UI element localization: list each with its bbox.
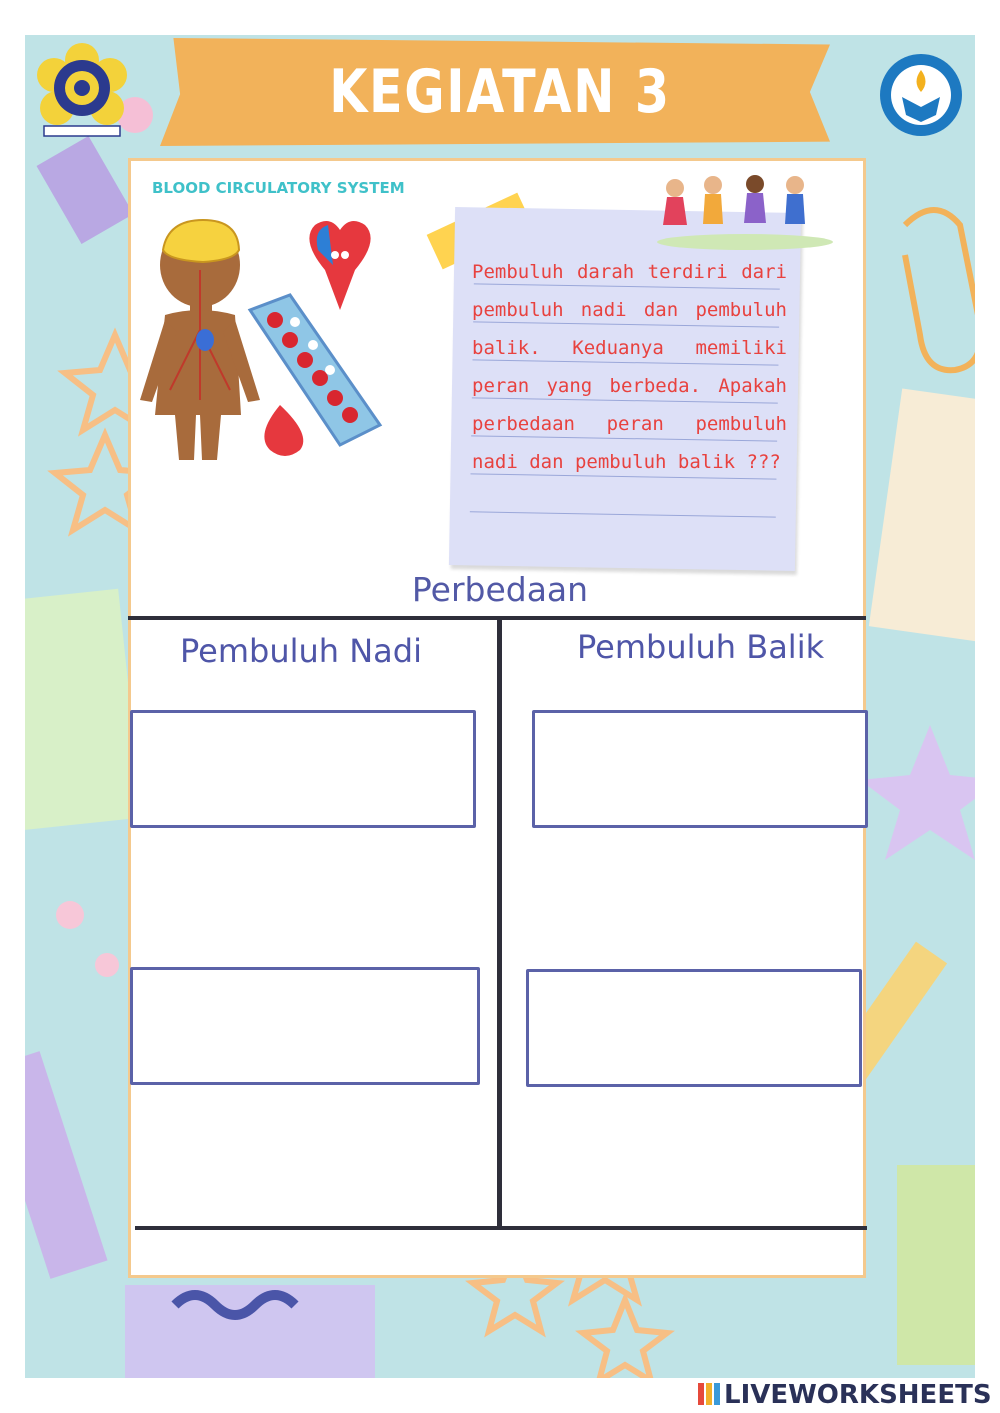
answer-box-nadi-2[interactable] bbox=[130, 967, 480, 1085]
page-title: KEGIATAN 3 bbox=[329, 57, 671, 127]
heart-icon bbox=[309, 221, 370, 310]
table-center-divider bbox=[497, 620, 502, 1230]
footer-brand: LIVEWORKSHEETS bbox=[724, 1380, 992, 1410]
column-heading-nadi: Pembuluh Nadi bbox=[180, 632, 422, 670]
answer-box-balik-1[interactable] bbox=[532, 710, 868, 828]
column-heading-balik: Pembuluh Balik bbox=[577, 628, 825, 666]
brain-icon bbox=[163, 220, 239, 262]
note-text: Pembuluh darah terdiri dari pembuluh nadi dan pembuluh balik. Keduanya memiliki peran yang berbeda. Apakah perbedaan peran pembuluh nadi dan pembuluh balik ??? bbox=[472, 261, 787, 473]
liveworksheets-logo-icon bbox=[698, 1383, 720, 1405]
blood-drop-icon bbox=[264, 405, 303, 456]
section-title: Perbedaan bbox=[411, 570, 589, 609]
children-illustration bbox=[655, 170, 835, 250]
answer-box-nadi-1[interactable] bbox=[130, 710, 476, 828]
circulatory-illustration bbox=[135, 210, 395, 470]
table-bottom-divider bbox=[135, 1226, 867, 1230]
university-logo bbox=[32, 40, 132, 140]
subtitle: BLOOD CIRCULATORY SYSTEM bbox=[152, 179, 405, 197]
tut-wuri-handayani-logo bbox=[878, 52, 964, 138]
answer-box-balik-2[interactable] bbox=[526, 969, 862, 1087]
